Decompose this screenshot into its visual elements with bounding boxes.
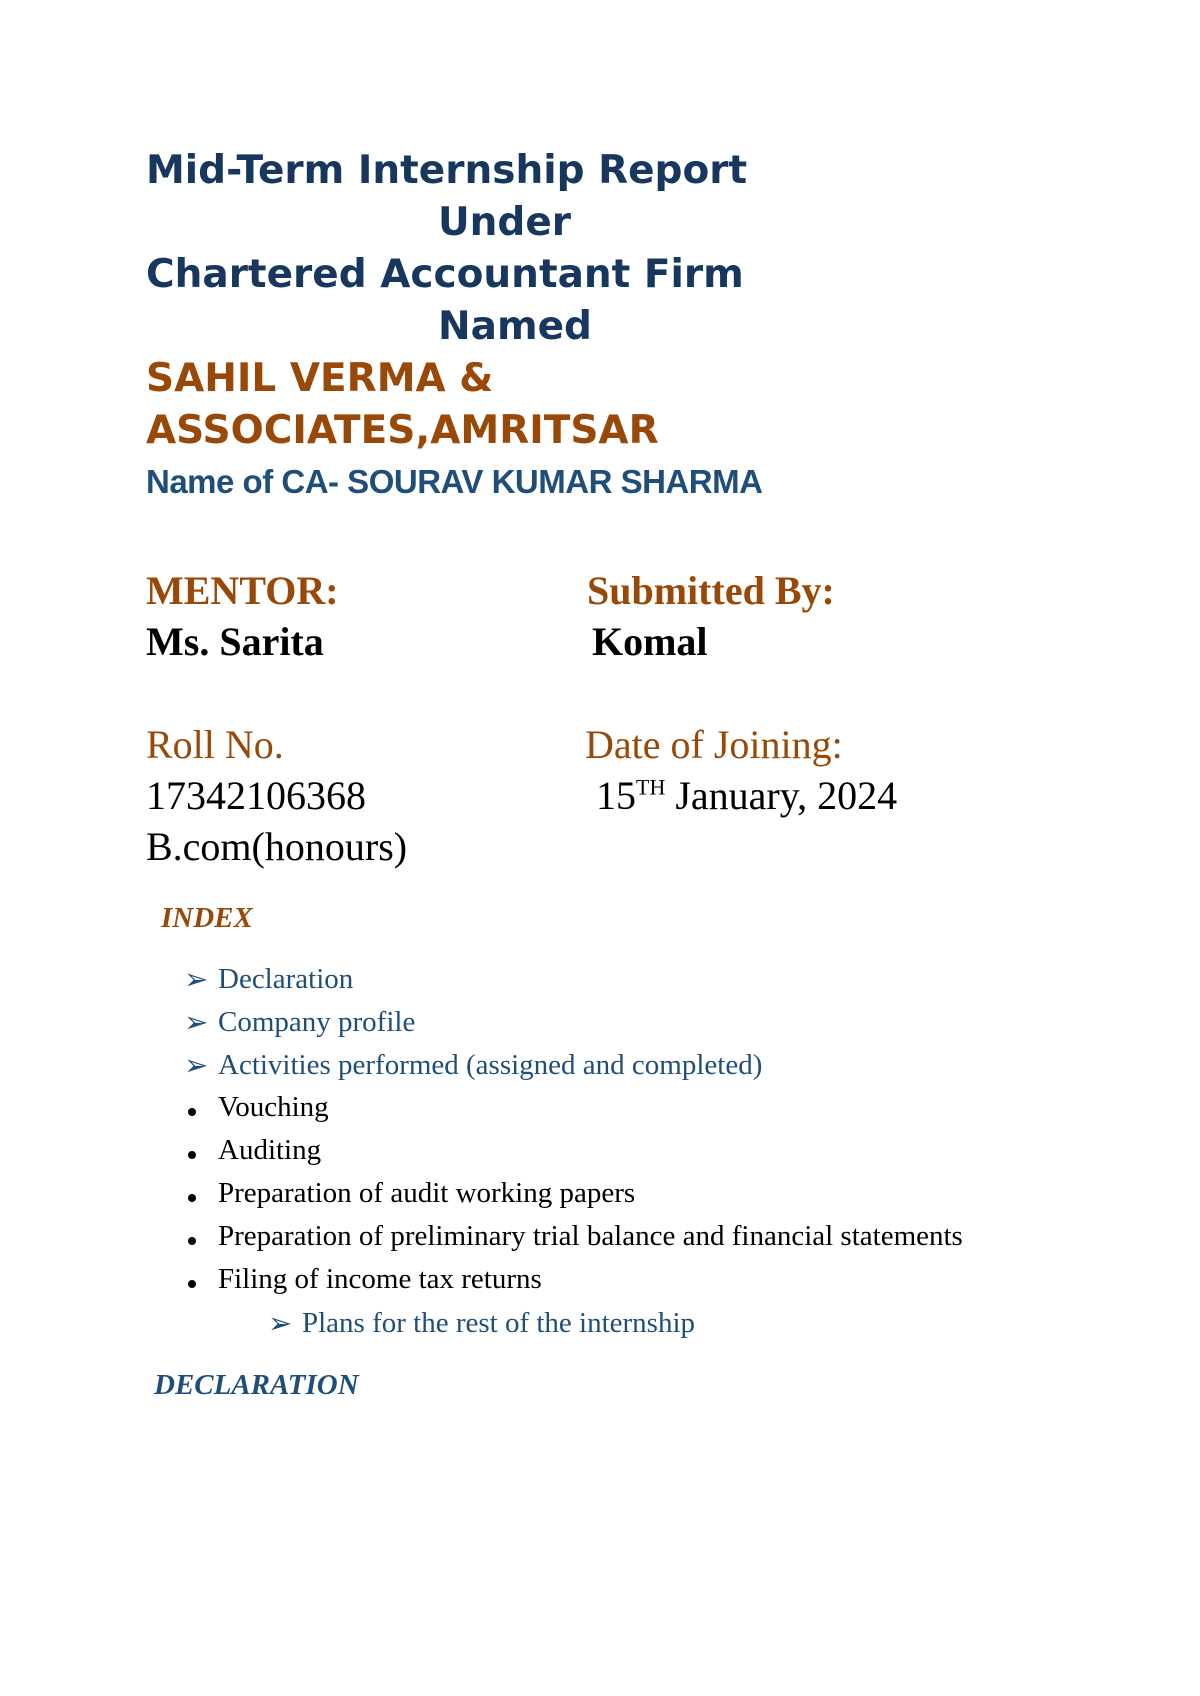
list-item-text: Declaration [218, 963, 354, 995]
submitted-by-value: Komal [592, 619, 708, 664]
list-item [184, 1048, 762, 1083]
bullet-icon [188, 1151, 196, 1159]
list-item-text: Preparation of preliminary trial balance and financial statements [218, 1220, 963, 1252]
list-item-text: Activities performed (assigned and completed) [218, 1049, 763, 1081]
title-line-2: Under [438, 200, 572, 245]
joining-day: 15 [596, 773, 636, 818]
list-item-text: Auditing [218, 1134, 322, 1166]
report-title [146, 145, 1046, 457]
joining-label: Date of Joining: [585, 722, 843, 767]
roll-value: 17342106368 [146, 773, 366, 818]
joining-value [596, 772, 897, 819]
submitted-by-label: Submitted By: [587, 568, 835, 613]
list-item [268, 1306, 695, 1341]
joining-suffix: TH [636, 774, 666, 800]
bullet-icon [188, 1194, 196, 1202]
arrow-bullet-icon: ➢ [184, 1050, 209, 1082]
list-item [184, 1177, 635, 1210]
arrow-bullet-icon: ➢ [268, 1308, 293, 1340]
roll-label: Roll No. [146, 722, 284, 767]
firm-name-line-2: ASSOCIATES,AMRITSAR [146, 408, 659, 453]
mentor-label: MENTOR: [146, 568, 339, 613]
bullet-icon [188, 1237, 196, 1245]
bullet-icon [188, 1108, 196, 1116]
list-item-text: Plans for the rest of the internship [302, 1307, 696, 1339]
mentor-value: Ms. Sarita [146, 619, 324, 664]
title-line-4: Named [438, 304, 592, 349]
arrow-bullet-icon: ➢ [184, 964, 209, 996]
list-item-text: Vouching [218, 1091, 329, 1123]
list-item-text: Filing of income tax returns [218, 1263, 542, 1295]
list-item [184, 1005, 415, 1040]
ca-name: Name of CA- SOURAV KUMAR SHARMA [146, 463, 763, 500]
list-item-text: Company profile [218, 1006, 416, 1038]
list-item [184, 962, 353, 997]
list-item [184, 1220, 963, 1253]
list-item-text: Preparation of audit working papers [218, 1177, 636, 1209]
title-line-3: Chartered Accountant Firm [146, 252, 744, 297]
title-line-1: Mid-Term Internship Report [146, 148, 748, 193]
list-item [184, 1263, 542, 1296]
firm-name-line-1: SAHIL VERMA & [146, 356, 494, 401]
index-heading: INDEX [161, 902, 253, 934]
joining-rest: January, 2024 [675, 773, 898, 818]
course-value: B.com(honours) [146, 824, 408, 869]
list-item [184, 1134, 321, 1167]
declaration-heading: DECLARATION [154, 1369, 359, 1401]
list-item [184, 1091, 329, 1124]
arrow-bullet-icon: ➢ [184, 1007, 209, 1039]
bullet-icon [188, 1280, 196, 1288]
